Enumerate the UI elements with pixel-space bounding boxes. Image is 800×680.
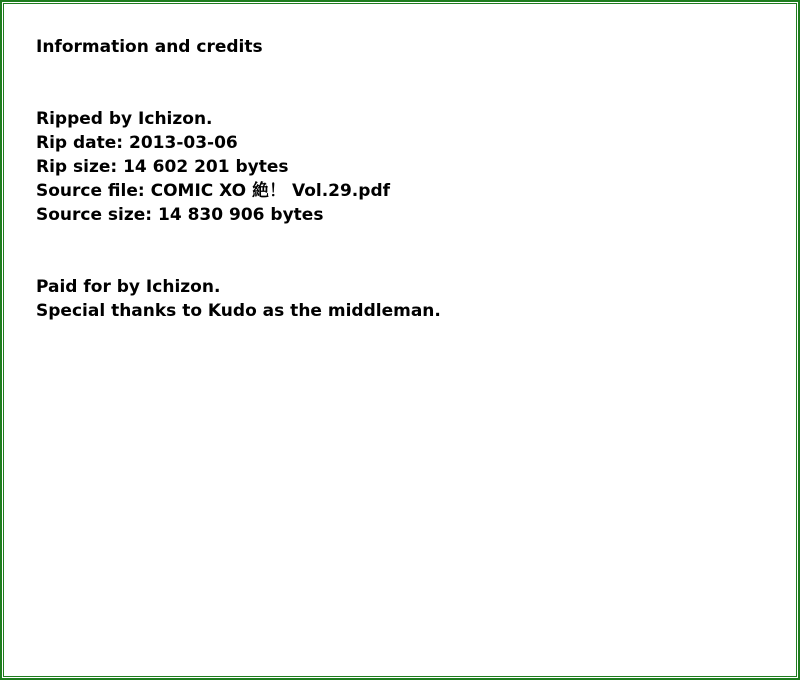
page-title: Information and credits <box>36 37 263 57</box>
rip-date-line: Rip date: 2013-03-06 <box>36 133 238 153</box>
spacer <box>36 59 778 107</box>
ripped-by-line: Ripped by Ichizon. <box>36 109 213 129</box>
thanks-line: Special thanks to Kudo as the middleman. <box>36 301 441 321</box>
source-file-line: Source file: COMIC XO 絶！ Vol.29.pdf <box>36 181 391 201</box>
rip-info-block <box>36 107 778 227</box>
credits-block <box>36 275 778 323</box>
source-size-line: Source size: 14 830 906 bytes <box>36 205 324 225</box>
spacer <box>36 227 778 275</box>
rip-size-line: Rip size: 14 602 201 bytes <box>36 157 289 177</box>
paid-for-line: Paid for by Ichizon. <box>36 277 221 297</box>
credits-content <box>36 35 778 323</box>
